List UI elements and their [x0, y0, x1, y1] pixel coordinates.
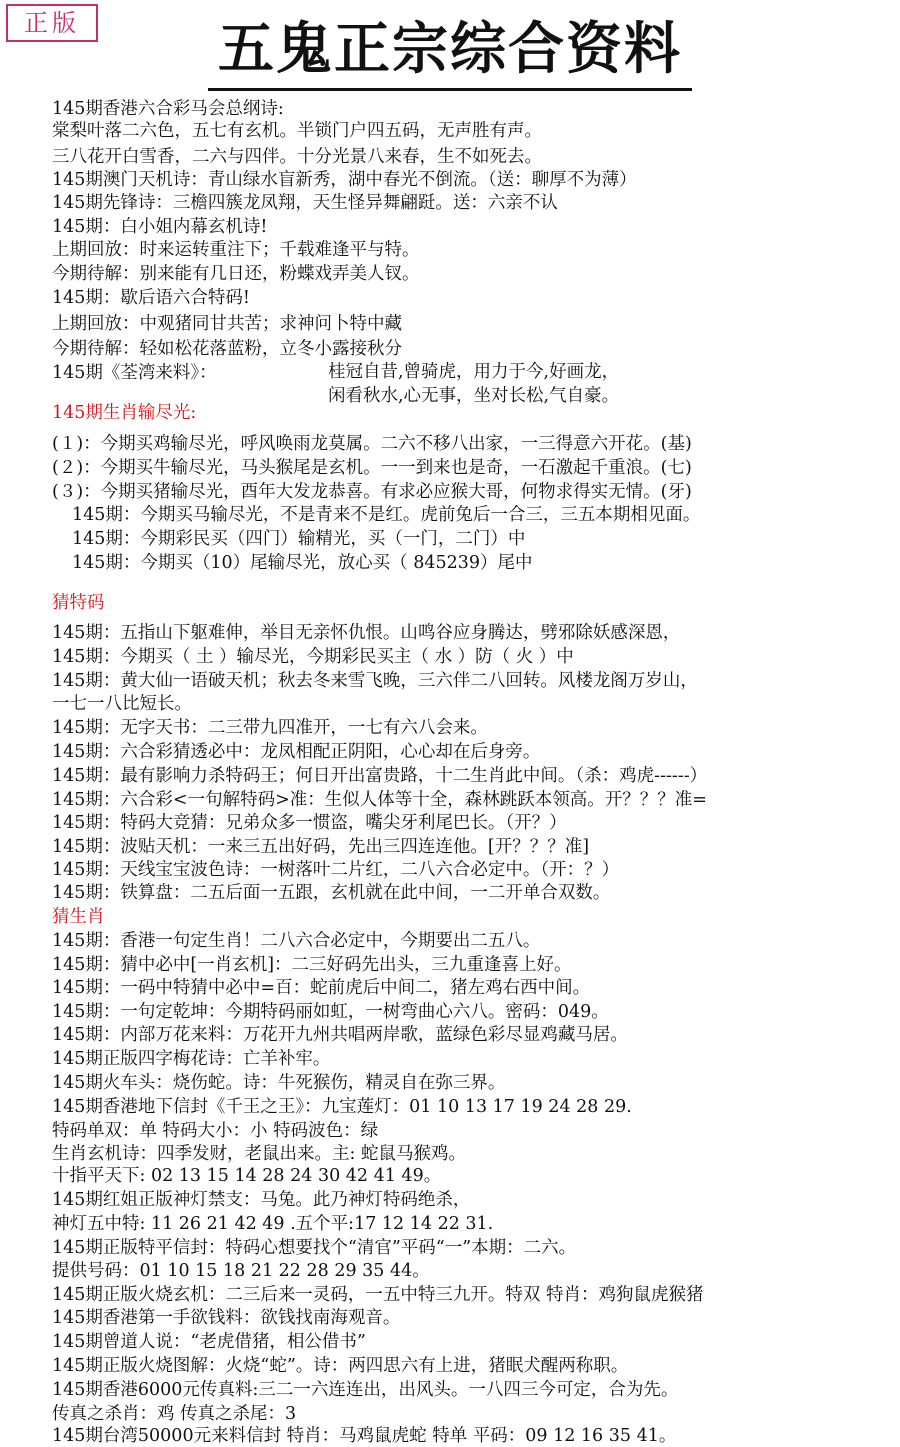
text-line: 145期正版火烧图解：火烧“蛇”。诗：两四思六有上进，猪眠犬醒两称职。 — [52, 1356, 629, 1376]
text-line: 特码单双：单 特码大小：小 特码波色：绿 — [52, 1121, 379, 1141]
poem-line: 桂冠自昔,曾骑虎，用力于今,好画龙， — [328, 362, 620, 382]
text-line: 生肖玄机诗：四季发财，老鼠出来。主: 蛇鼠马猴鸡。 — [52, 1144, 466, 1164]
text-line: 145期：最有影响力杀特码王；何日开出富贵路，十二生肖此中间。（杀：鸡虎------） — [52, 766, 708, 786]
edition-badge: 正版 — [6, 4, 98, 42]
text-line: 今期待解：轻如松花落蓝粉，立冬小露接秋分 — [52, 339, 402, 359]
text-line: (１)：今期买鸡输尽光，呼风唤雨龙莫属。二六不移八出家，一三得意六开花。(基) — [52, 434, 692, 454]
text-line: 145期：白小姐内幕玄机诗! — [52, 217, 268, 237]
text-line: 145期：今期买（10）尾输尽光，放心买（ 845239）尾中 — [72, 553, 533, 573]
poem-body — [328, 360, 619, 408]
text-line: 145期正版火烧玄机：二三后来一灵码，一五中特三九开。特双 特肖：鸡狗鼠虎猴猪 — [52, 1285, 704, 1305]
text-line: 上期回放：时来运转重注下；千载难逢平与特。 — [52, 240, 420, 260]
section-heading: 猜生肖 — [52, 907, 105, 927]
text-line: 145期：内部万花来料：万花开九州共唱两岸歌，蓝绿色彩尽显鸡藏马居。 — [52, 1025, 628, 1045]
section-heading: 145期生肖输尽光: — [52, 403, 197, 423]
text-line: 145期火车头：烧伤蛇。诗：牛死猴伤，精灵自在弥三界。 — [52, 1073, 506, 1093]
text-line: 145期：今期买马输尽光，不是青来不是红。虎前兔后一合三，三五本期相见面。 — [72, 505, 701, 525]
text-line: 今期待解：别来能有几日还，粉蝶戏弄美人钗。 — [52, 264, 420, 284]
text-line: 145期：五指山下躯难伸，举目无亲怀仇恨。山鸣谷应身腾达，劈邪除妖感深恩， — [52, 623, 681, 643]
text-line: 145期香港6000元传真料:三二一六连连出，出风头。一八四三今可定，合为先。 — [52, 1380, 679, 1400]
text-line: 145期：黄大仙一语破天机；秋去冬来雪飞晚，三六伴二八回转。风楼龙阁万岁山， — [52, 671, 698, 691]
text-line: 145期：今期彩民买（四门）输精光，买（一门，二门）中 — [72, 529, 526, 549]
text-line: (２)：今期买牛输尽光，马头猴尾是玄机。一一到来也是奇，一石激起千重浪。(七) — [52, 458, 692, 478]
page-title: 五鬼正宗综合资料 — [208, 10, 692, 91]
text-line: 145期香港六合彩马会总纲诗: — [52, 99, 284, 119]
text-line: 145期先锋诗：三檐四簇龙凤翔，天生怪异舞翩跹。送：六亲不认 — [52, 193, 558, 213]
text-line: 145期正版特平信封：特码心想要找个“清官”平码“一”本期：二六。 — [52, 1238, 577, 1258]
text-line: 145期：波贴天机：一来三五出好码，先出三四连连他。[开？？？准] — [52, 837, 590, 857]
text-line: 145期：天线宝宝波色诗：一树落叶二片红，二八六合必定中。（开：？） — [52, 860, 620, 880]
text-line: 三八花开白雪香，二六与四伴。十分光景八来春，生不如死去。 — [52, 147, 542, 167]
text-line: 传真之杀肖：鸡 传真之杀尾：3 — [52, 1404, 297, 1424]
text-line: 145期：无字天书：二三带九四准开，一七有六八会来。 — [52, 718, 488, 738]
text-line: 145期：香港一句定生肖！二八六合必定中，今期要出二五八。 — [52, 931, 541, 951]
text-line: 提供号码：01 10 15 18 21 22 28 29 35 44。 — [52, 1261, 430, 1281]
poem-heading: 145期《荃湾来料》： — [52, 363, 217, 383]
text-line: 145期：六合彩猜透必中：龙凤相配正阴阳，心心却在后身旁。 — [52, 742, 541, 762]
text-line: 145期：铁算盘：二五后面一五跟，玄机就在此中间，一二开单合双数。 — [52, 883, 611, 903]
text-line: 145期澳门天机诗：青山绿水盲新秀，湖中春光不倒流。（送：聊厚不为薄） — [52, 170, 637, 190]
text-line: 145期：特码大竞猜：兄弟众多一惯盗，嘴尖牙利尾巴长。（开？） — [52, 813, 567, 833]
text-line: 145期香港第一手欲钱料：欲钱找南海观音。 — [52, 1308, 401, 1328]
text-line: (３)：今期买猪输尽光，酉年大发龙恭喜。有求必应猴大哥，何物求得实无情。(牙) — [52, 482, 692, 502]
text-line: 上期回放：中观猪同甘共苦；求神问卜特中藏 — [52, 314, 402, 334]
text-line: 145期：今期买（ 土 ）输尽光，今期彩民买主（ 水 ）防（ 火 ）中 — [52, 647, 574, 667]
text-line: 145期曾道人说：“老虎借猪，相公借书” — [52, 1332, 366, 1352]
text-line: 棠梨叶落二六色，五七有玄机。半锁门户四五码，无声胜有声。 — [52, 121, 542, 141]
text-line: 十指平天下: 02 13 15 14 28 24 30 42 41 49。 — [52, 1166, 442, 1186]
text-line: 神灯五中特: 11 26 21 42 49 .五个平:17 12 14 22 31. — [52, 1214, 494, 1234]
text-line: 145期台湾50000元来料信封 特肖：马鸡鼠虎蛇 特单 平码：09 12 16 35 41。 — [52, 1426, 677, 1446]
text-line: 145期：一码中特猜中必中=百：蛇前虎后中间二，猪左鸡右西中间。 — [52, 978, 591, 998]
text-line: 145期正版四字梅花诗：亡羊补牢。 — [52, 1049, 331, 1069]
poem-line: 闲看秋水,心无事，坐对长松,气自豪。 — [328, 386, 620, 406]
section-heading: 猜特码 — [52, 593, 105, 613]
text-line: 145期香港地下信封《千王之王》：九宝莲灯：01 10 13 17 19 24 28 29. — [52, 1097, 632, 1117]
text-line: 145期红姐正版神灯禁支：马兔。此乃神灯特码绝杀， — [52, 1190, 471, 1210]
text-line: 145期：一句定乾坤：今期特码丽如虹，一树弯曲心六八。密码：049。 — [52, 1002, 609, 1022]
text-line: 一七一八比短长。 — [52, 694, 192, 714]
text-line: 145期：歇后语六合特码! — [52, 288, 250, 308]
text-line: 145期：猜中必中[一肖玄机]：二三好码先出头，三九重逢喜上好。 — [52, 955, 572, 975]
text-line: 145期：六合彩<一句解特码>准：生似人体等十全，森林跳跃本领高。开？？？准= — [52, 790, 707, 810]
